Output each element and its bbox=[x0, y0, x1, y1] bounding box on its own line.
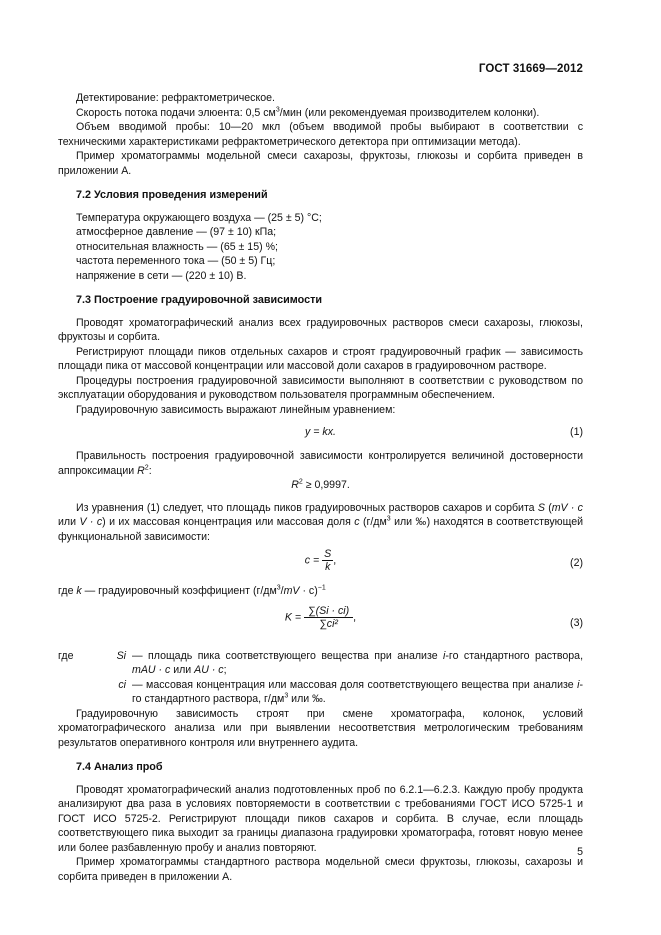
where-si-definition: где Si — площадь пика соответствующего вещества при анализе i-го стандартного раствора, mAU · c или AU · c; bbox=[58, 649, 584, 676]
equation-3-fraction: $\frac{\sum(Si \cdot ci)}{\text{∑ci²}}$ bbox=[304, 605, 353, 630]
flow-rate-line: Скорость потока подачи элюента: 0,5 $см^3$/мин (или рекомендуемая производителем колонки). bbox=[76, 105, 540, 119]
equation-2-lhs: c = bbox=[304, 554, 320, 567]
equation-2: c = $\frac{S}{k}$ , (2) bbox=[304, 548, 583, 573]
equation-3-number: (3) bbox=[570, 616, 583, 629]
condition-frequency: частота переменного тока — (50 ± 5) Гц; bbox=[76, 255, 276, 267]
page-number: 5 bbox=[577, 846, 583, 858]
calibration-graph-paragraph: Регистрируют площади пиков отдельных сахаров и строят градуировочный график — зависимость площади пика от массовой концентрации или массовой доли сахаров в градуировочном растворе. bbox=[58, 345, 583, 372]
calibration-analysis-paragraph: Проводят хроматографический анализ всех градуировочных растворов смеси сахарозы, глюкозы, фруктозы и сорбита. bbox=[58, 316, 583, 343]
equation-2-fraction: $\frac{S}{k}$ bbox=[324, 548, 332, 573]
approximation-paragraph: Правильность построения градуировочной зависимости контролируется величиной достоверности аппроксимации $R^2$: bbox=[58, 450, 583, 477]
condition-pressure: атмосферное давление — (97 ± 10) кПа; bbox=[76, 226, 277, 238]
r-squared-criterion: $R^2 \ge 0,9997$. bbox=[291, 478, 350, 491]
equation-3-lhs: K = bbox=[284, 610, 302, 623]
where-ci-definition: ci — массовая концентрация или массовая доля соответствующего вещества при анализе i-го стандартного раствора, $г/дм^3$ или ‰. bbox=[118, 678, 583, 705]
equation-1 bbox=[58, 423, 583, 443]
linear-equation-intro: Градуировочную зависимость выражают линейным уравнением: bbox=[76, 403, 396, 416]
detection-line: Детектирование: рефрактометрическое. bbox=[76, 92, 275, 104]
equation-1-formula: y = kx. bbox=[305, 426, 336, 438]
sample-analysis-paragraph: Проводят хроматографический анализ подготовленных проб по 6.2.1—6.2.3. Каждую пробу продукта анализируют два раза в условиях повторяемости в соответствии с требованиями ГОСТ ИСО 5725-1 и ГОСТ ИСО 5725-2. Регистрируют площади пиков сахаров и сорбита. В случае, если площадь соответствующего пика выходит за границы диапазона градуировки хроматографа, готовят новую менее или более разбавленную пробу и анализ повторяют. bbox=[58, 783, 583, 854]
chromatogram-example-paragraph: Пример хроматограммы модельной смеси сахарозы, фруктозы, глюкозы и сорбита приведен в приложении А. bbox=[58, 150, 583, 177]
standard-chromatogram-paragraph: Пример хроматограммы стандартного раствора модельной смеси фруктозы, глюкозы, сахарозы и сорбита приведен в приложении А. bbox=[58, 856, 583, 883]
coefficient-definition: где k — градуировочный коэффициент $(г/дм^3/mV \cdot c)^{-1}$ bbox=[58, 584, 326, 597]
recalibration-paragraph: Градуировочную зависимость строят при смене хроматографа, колонок, условий хроматографического анализа или при выявлении несоответствия метрологическим требованиям результатов оперативного контроля или внутреннего аудита. bbox=[58, 707, 583, 749]
functional-dependence-paragraph: Из уравнения (1) следует, что площадь пиков градуировочных растворов сахаров и сорбита S (mV · c или V · c) и их массовая концентрация или массовая доля c ($г/дм^3$ или ‰) находятся в соответствующей функциональной зависимости: bbox=[58, 501, 584, 543]
calibration-procedure-paragraph: Процедуры построения градуировочной зависимости выполняют в соответствии с руководством по эксплуатации оборудования и руководством пользователя программным обеспечением. bbox=[58, 374, 583, 401]
section-7-2-heading: 7.2 Условия проведения измерений bbox=[76, 189, 268, 201]
equation-3: K = $\frac{\sum(Si \cdot ci)}{\text{∑ci²}}$ , (3) bbox=[284, 604, 583, 630]
condition-humidity: относительная влажность — (65 ± 15) %; bbox=[76, 240, 278, 253]
section-7-4-heading: 7.4 Анализ проб bbox=[76, 761, 163, 773]
page-content bbox=[58, 91, 583, 884]
condition-temperature: Температура окружающего воздуха — (25 ± 5) °С; bbox=[76, 211, 322, 224]
equation-2-number: (2) bbox=[570, 557, 583, 569]
equation-1-number: (1) bbox=[570, 426, 583, 438]
standard-code-header: ГОСТ 31669—2012 bbox=[478, 63, 583, 75]
section-7-3-heading: 7.3 Построение градуировочной зависимости bbox=[76, 294, 323, 306]
injection-volume-paragraph: Объем вводимой пробы: 10—20 мкл (объем вводимой пробы выбирают в соответствии с техническими характеристиками рефрактометрического детектора при оптимизации метода). bbox=[58, 121, 583, 148]
condition-voltage: напряжение в сети — (220 ± 10) В. bbox=[76, 269, 247, 282]
